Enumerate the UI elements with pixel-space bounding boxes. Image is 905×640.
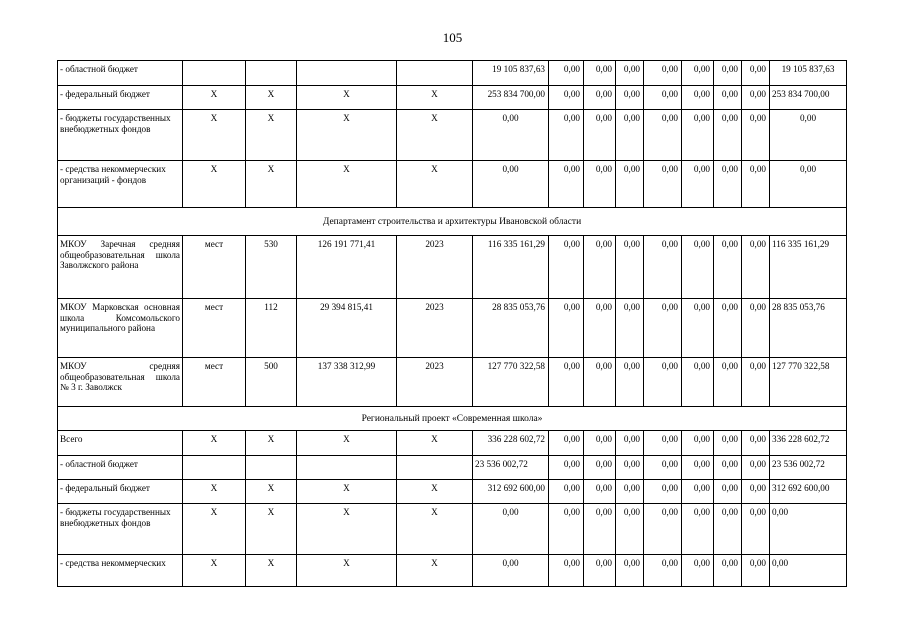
value-cell: 0,00 [682, 555, 714, 587]
value-cell: 0,00 [714, 299, 742, 358]
value-cell: 0,00 [644, 480, 682, 504]
value-cell: 0,00 [682, 456, 714, 480]
value-cell: 0,00 [584, 504, 616, 555]
total-cell: 28 835 053,76 [473, 299, 549, 358]
value-cell: 0,00 [742, 504, 770, 555]
value-cell: 0,00 [714, 358, 742, 407]
value-cell: 0,00 [616, 555, 644, 587]
value-cell: 0,00 [584, 61, 616, 86]
value-cell: 0,00 [549, 555, 584, 587]
unit-cell [183, 61, 246, 86]
value-cell: 0,00 [616, 431, 644, 456]
capacity-cell: Х [246, 480, 297, 504]
last-total-cell: 0,00 [770, 110, 847, 161]
table-row [58, 299, 847, 358]
last-total-cell: 23 536 002,72 [770, 456, 847, 480]
value-cell: 0,00 [742, 456, 770, 480]
last-total-cell: 253 834 700,00 [770, 86, 847, 110]
value-cell: 0,00 [742, 555, 770, 587]
value-cell: 0,00 [644, 555, 682, 587]
value-cell: 0,00 [714, 236, 742, 299]
section-header-regional-project: Региональный проект «Современная школа» [58, 407, 847, 431]
cost-cell: Х [297, 110, 397, 161]
value-cell: 0,00 [584, 456, 616, 480]
value-cell: 0,00 [682, 299, 714, 358]
cost-cell: 137 338 312,99 [297, 358, 397, 407]
value-cell: 0,00 [644, 61, 682, 86]
value-cell: 0,00 [742, 236, 770, 299]
row-name: - областной бюджет [58, 456, 183, 480]
last-total-cell: 127 770 322,58 [770, 358, 847, 407]
last-total-cell: 336 228 602,72 [770, 431, 847, 456]
total-cell: 253 834 700,00 [473, 86, 549, 110]
value-cell: 0,00 [549, 480, 584, 504]
value-cell: 0,00 [742, 358, 770, 407]
row-name: - федеральный бюджет [58, 480, 183, 504]
capacity-cell: 530 [246, 236, 297, 299]
unit-cell [183, 456, 246, 480]
total-cell: 0,00 [473, 504, 549, 555]
value-cell: 0,00 [714, 480, 742, 504]
table-row [58, 110, 847, 161]
value-cell: 0,00 [682, 110, 714, 161]
cost-cell: Х [297, 431, 397, 456]
row-name: МКОУ Марковская основная школа Комсомольского муниципального района [58, 299, 183, 358]
table-row [58, 61, 847, 86]
capacity-cell: Х [246, 555, 297, 587]
capacity-cell: Х [246, 86, 297, 110]
value-cell: 0,00 [714, 504, 742, 555]
value-cell: 0,00 [644, 358, 682, 407]
value-cell: 0,00 [584, 358, 616, 407]
last-total-cell: 19 105 837,63 [770, 61, 847, 86]
table-row [58, 86, 847, 110]
value-cell: 0,00 [682, 161, 714, 208]
value-cell: 0,00 [616, 236, 644, 299]
section-header-row [58, 407, 847, 431]
value-cell: 0,00 [616, 86, 644, 110]
value-cell: 0,00 [714, 555, 742, 587]
unit-cell: мест [183, 358, 246, 407]
value-cell: 0,00 [549, 358, 584, 407]
value-cell: 0,00 [742, 61, 770, 86]
unit-cell: Х [183, 161, 246, 208]
total-cell: 116 335 161,29 [473, 236, 549, 299]
value-cell: 0,00 [616, 299, 644, 358]
unit-cell: мест [183, 299, 246, 358]
year-cell: 2023 [397, 236, 473, 299]
row-name: Всего [58, 431, 183, 456]
capacity-cell: Х [246, 110, 297, 161]
value-cell: 0,00 [584, 431, 616, 456]
value-cell: 0,00 [549, 456, 584, 480]
year-cell: 2023 [397, 299, 473, 358]
cost-cell: Х [297, 480, 397, 504]
value-cell: 0,00 [644, 161, 682, 208]
value-cell: 0,00 [549, 61, 584, 86]
value-cell: 0,00 [616, 110, 644, 161]
value-cell: 0,00 [549, 110, 584, 161]
value-cell: 0,00 [714, 456, 742, 480]
total-cell: 23 536 002,72 [473, 456, 549, 480]
capacity-cell [246, 61, 297, 86]
unit-cell: мест [183, 236, 246, 299]
unit-cell: Х [183, 431, 246, 456]
table-row [58, 236, 847, 299]
year-cell: Х [397, 504, 473, 555]
value-cell: 0,00 [742, 480, 770, 504]
value-cell: 0,00 [714, 86, 742, 110]
table-row [58, 161, 847, 208]
page-number: 105 [442, 30, 463, 45]
value-cell: 0,00 [549, 504, 584, 555]
value-cell: 0,00 [714, 431, 742, 456]
value-cell: 0,00 [682, 86, 714, 110]
year-cell: Х [397, 110, 473, 161]
row-name: - бюджеты государственных внебюджетных фондов [58, 110, 183, 161]
budget-table [57, 60, 847, 587]
value-cell: 0,00 [616, 456, 644, 480]
last-total-cell: 0,00 [770, 161, 847, 208]
value-cell: 0,00 [584, 480, 616, 504]
value-cell: 0,00 [584, 236, 616, 299]
section-header-construction: Департамент строительства и архитектуры Ивановской области [58, 208, 847, 236]
row-name: - средства некоммерческих [58, 555, 183, 587]
value-cell: 0,00 [616, 61, 644, 86]
value-cell: 0,00 [549, 161, 584, 208]
unit-cell: Х [183, 555, 246, 587]
row-name: - средства некоммерческих организаций - фондов [58, 161, 183, 208]
year-cell: Х [397, 431, 473, 456]
unit-cell: Х [183, 110, 246, 161]
row-name: МКОУ Заречная средняя общеобразовательная школа Заволжского района [58, 236, 183, 299]
value-cell: 0,00 [644, 504, 682, 555]
total-cell: 312 692 600,00 [473, 480, 549, 504]
year-cell: Х [397, 480, 473, 504]
last-total-cell: 0,00 [770, 504, 847, 555]
value-cell: 0,00 [644, 236, 682, 299]
capacity-cell: 112 [246, 299, 297, 358]
value-cell: 0,00 [616, 480, 644, 504]
year-cell: 2023 [397, 358, 473, 407]
row-name: МКОУ средняя общеобразовательная школа № 3 г. Заволжск [58, 358, 183, 407]
cost-cell: Х [297, 161, 397, 208]
unit-cell: Х [183, 86, 246, 110]
cost-cell: 126 191 771,41 [297, 236, 397, 299]
value-cell: 0,00 [584, 555, 616, 587]
total-cell: 0,00 [473, 110, 549, 161]
value-cell: 0,00 [644, 456, 682, 480]
table-row [58, 504, 847, 555]
total-cell: 127 770 322,58 [473, 358, 549, 407]
year-cell: Х [397, 161, 473, 208]
value-cell: 0,00 [742, 161, 770, 208]
value-cell: 0,00 [714, 161, 742, 208]
cost-cell [297, 456, 397, 480]
value-cell: 0,00 [549, 236, 584, 299]
year-cell [397, 61, 473, 86]
cost-cell: Х [297, 86, 397, 110]
table-row [58, 480, 847, 504]
capacity-cell: Х [246, 161, 297, 208]
value-cell: 0,00 [616, 358, 644, 407]
year-cell [397, 456, 473, 480]
table-row [58, 555, 847, 587]
value-cell: 0,00 [616, 161, 644, 208]
section-header-row [58, 208, 847, 236]
value-cell: 0,00 [742, 110, 770, 161]
value-cell: 0,00 [682, 358, 714, 407]
value-cell: 0,00 [549, 431, 584, 456]
value-cell: 0,00 [742, 86, 770, 110]
value-cell: 0,00 [682, 61, 714, 86]
year-cell: Х [397, 86, 473, 110]
capacity-cell: Х [246, 431, 297, 456]
capacity-cell [246, 456, 297, 480]
value-cell: 0,00 [644, 86, 682, 110]
total-cell: 0,00 [473, 555, 549, 587]
value-cell: 0,00 [584, 86, 616, 110]
value-cell: 0,00 [549, 86, 584, 110]
last-total-cell: 312 692 600,00 [770, 480, 847, 504]
total-cell: 0,00 [473, 161, 549, 208]
cost-cell [297, 61, 397, 86]
unit-cell: Х [183, 504, 246, 555]
value-cell: 0,00 [644, 431, 682, 456]
value-cell: 0,00 [549, 299, 584, 358]
value-cell: 0,00 [742, 431, 770, 456]
value-cell: 0,00 [682, 431, 714, 456]
value-cell: 0,00 [644, 110, 682, 161]
value-cell: 0,00 [616, 504, 644, 555]
value-cell: 0,00 [682, 504, 714, 555]
cost-cell: Х [297, 504, 397, 555]
value-cell: 0,00 [714, 110, 742, 161]
cost-cell: 29 394 815,41 [297, 299, 397, 358]
value-cell: 0,00 [584, 161, 616, 208]
value-cell: 0,00 [644, 299, 682, 358]
value-cell: 0,00 [584, 299, 616, 358]
value-cell: 0,00 [714, 61, 742, 86]
cost-cell: Х [297, 555, 397, 587]
table-row [58, 456, 847, 480]
row-name: - бюджеты государственных внебюджетных фондов [58, 504, 183, 555]
capacity-cell: 500 [246, 358, 297, 407]
year-cell: Х [397, 555, 473, 587]
last-total-cell: 28 835 053,76 [770, 299, 847, 358]
total-cell: 336 228 602,72 [473, 431, 549, 456]
row-name: - областной бюджет [58, 61, 183, 86]
table-row [58, 431, 847, 456]
total-cell: 19 105 837,63 [473, 61, 549, 86]
value-cell: 0,00 [584, 110, 616, 161]
table-row [58, 358, 847, 407]
value-cell: 0,00 [742, 299, 770, 358]
value-cell: 0,00 [682, 480, 714, 504]
value-cell: 0,00 [682, 236, 714, 299]
capacity-cell: Х [246, 504, 297, 555]
last-total-cell: 116 335 161,29 [770, 236, 847, 299]
unit-cell: Х [183, 480, 246, 504]
row-name: - федеральный бюджет [58, 86, 183, 110]
last-total-cell: 0,00 [770, 555, 847, 587]
